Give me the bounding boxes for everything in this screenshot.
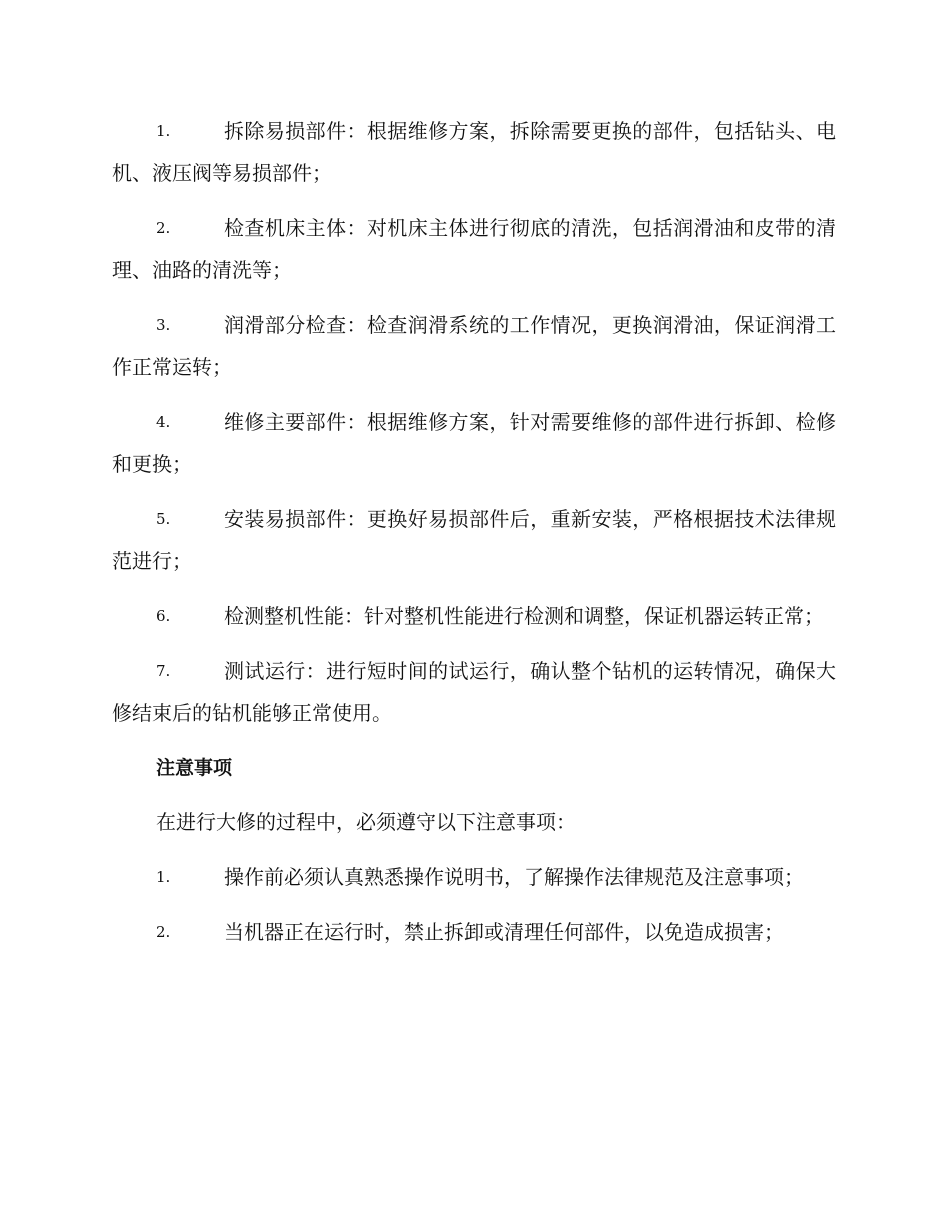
list-number: 2. xyxy=(156,923,171,941)
step-item-5 xyxy=(112,498,836,582)
step-item-2 xyxy=(112,207,836,291)
step-item-7 xyxy=(112,650,836,734)
list-number: 4. xyxy=(156,413,171,431)
step-item-6 xyxy=(112,595,836,637)
step-item-4 xyxy=(112,401,836,485)
list-text: 润滑部分检查：检查润滑系统的工作情况，更换润滑油，保证润滑工作正常运转； xyxy=(112,313,836,379)
list-text: 检测整机性能：针对整机性能进行检测和调整，保证机器运转正常； xyxy=(224,604,824,628)
list-text: 当机器正在运行时，禁止拆卸或清理任何部件，以免造成损害； xyxy=(224,920,784,944)
list-number: 1. xyxy=(156,868,171,886)
section-heading: 注意事项 xyxy=(156,757,233,779)
step-item-3 xyxy=(112,304,836,388)
list-text: 操作前必须认真熟悉操作说明书，了解操作法律规范及注意事项； xyxy=(224,865,804,889)
list-number: 7. xyxy=(156,662,171,680)
list-text: 安装易损部件：更换好易损部件后，重新安装，严格根据技术法律规范进行； xyxy=(112,507,836,573)
step-item-1 xyxy=(112,110,836,194)
list-number: 5. xyxy=(156,510,171,528)
list-number: 2. xyxy=(156,219,171,237)
list-text: 维修主要部件：根据维修方案，针对需要维修的部件进行拆卸、检修和更换； xyxy=(112,410,836,476)
document-page xyxy=(112,110,836,966)
list-text: 拆除易损部件：根据维修方案，拆除需要更换的部件，包括钻头、电机、液压阀等易损部件； xyxy=(112,119,836,185)
list-number: 6. xyxy=(156,607,171,625)
list-number: 1. xyxy=(156,122,171,140)
note-item-2 xyxy=(112,911,836,953)
note-item-1 xyxy=(112,856,836,898)
list-number: 3. xyxy=(156,316,171,334)
section-intro: 在进行大修的过程中，必须遵守以下注意事项： xyxy=(156,810,576,834)
list-text: 检查机床主体：对机床主体进行彻底的清洗，包括润滑油和皮带的清理、油路的清洗等； xyxy=(112,216,836,282)
list-text: 测试运行：进行短时间的试运行，确认整个钻机的运转情况，确保大修结束后的钻机能够正常使用。 xyxy=(112,659,836,725)
